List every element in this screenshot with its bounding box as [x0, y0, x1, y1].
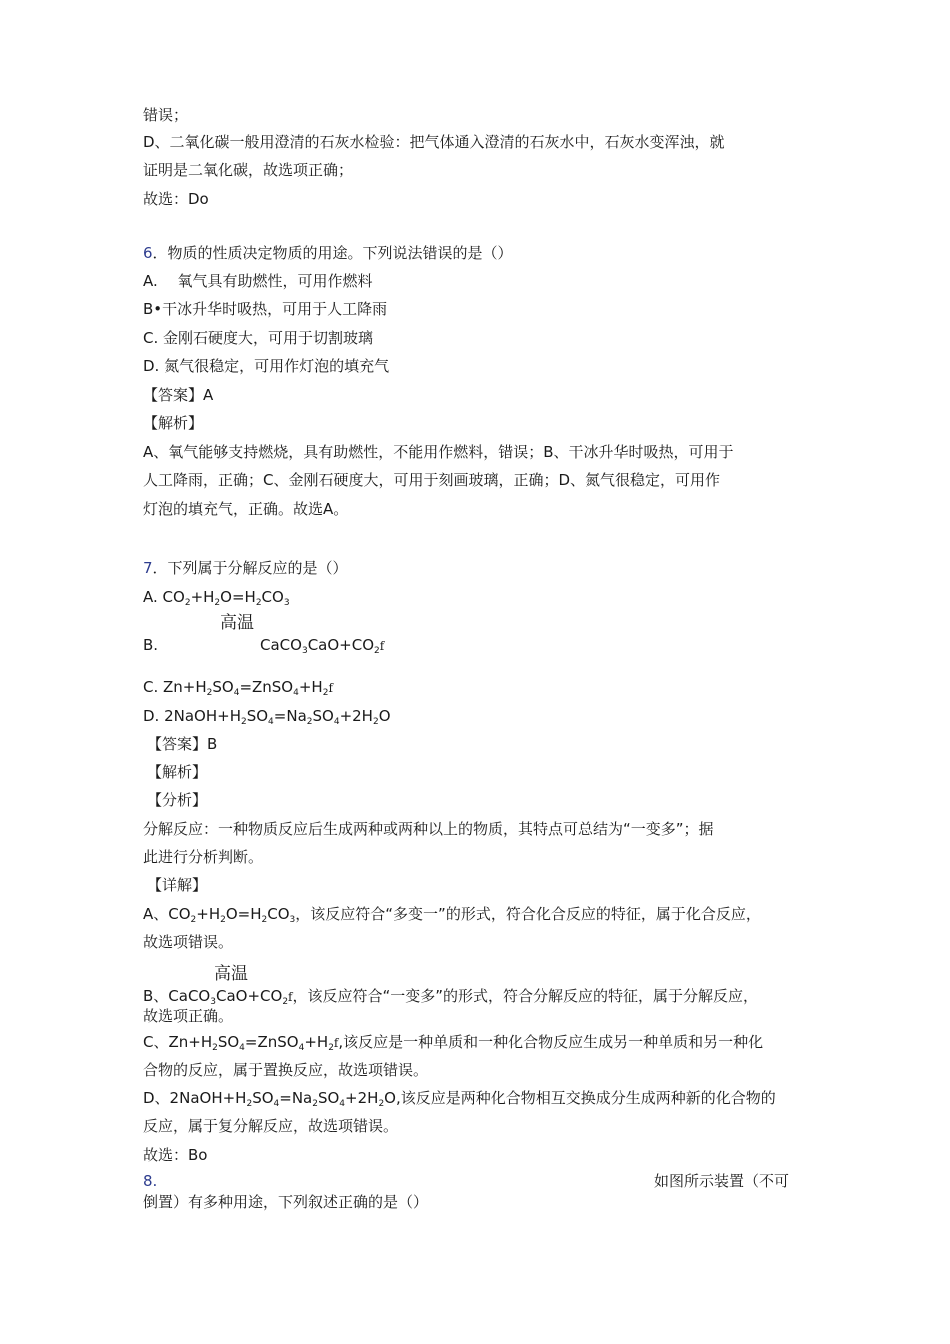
- q7-fenxi-line-2: 此进行分析判断。: [143, 848, 264, 866]
- q7-option-d: D. $2NaOH+H_2SO_4=Na_2SO_4+2H_2O$: [143, 707, 391, 727]
- q6-answer: 【答案】A: [143, 386, 214, 404]
- q7-xiangjie-title: 【详解】: [147, 876, 208, 894]
- q7-detail-b-text: ，该反应符合“一变多”的形式，符合分解反应的特征，属于分解反应，: [292, 987, 759, 1005]
- q7-option-b-equation: $CaCO_3CaO+CO_2f$: [260, 636, 385, 656]
- q7-answer: 【答案】B: [147, 735, 218, 753]
- q7-detail-b-heat-condition: 高温: [214, 964, 248, 984]
- q7-stem-text: ．下列属于分解反应的是（）: [152, 559, 348, 577]
- q6-stem-text: ．物质的性质决定物质的用途。下列说法错误的是（）: [152, 244, 513, 262]
- q7-option-a: A. $CO_2+H_2O=H_2CO_3$: [143, 588, 290, 608]
- q6-analysis-line-3: 灯泡的填充气，正确。故选A。: [143, 500, 349, 518]
- q7-option-b-heat-condition: 高温: [220, 613, 254, 633]
- q6-option-b: B•干冰升华时吸热，可用于人工降雨: [143, 300, 388, 318]
- q8-number: 8.: [143, 1172, 158, 1190]
- q6-option-a: A. 氧气具有助燃性，可用作燃料: [143, 272, 373, 290]
- q7-detail-c: C、$Zn+H_2SO_4=ZnSO_4+H_2f$,该反应是一种单质和一种化合物反应生成另一种单质和另一种化: [143, 1033, 764, 1053]
- q6-option-c: C. 金刚石硬度大，可用于切割玻璃: [143, 329, 374, 347]
- q7-analysis-title: 【解析】: [147, 763, 208, 781]
- q7-stem: [143, 558, 348, 578]
- q7-detail-d: D、$2NaOH+H_2SO_4=Na_2SO_4+2H_2O$,该反应是两种化合物相互交换成分生成两种新的化合物的: [143, 1089, 776, 1109]
- q7-detail-b: B、$CaCO_3CaO+CO_2f$，该反应符合“一变多”的形式，符合分解反应的特征，属于分解反应，: [143, 987, 759, 1007]
- q7-detail-c-text: ,该反应是一种单质和一种化合物反应生成另一种单质和另一种化: [338, 1033, 764, 1051]
- prev-line-3: 证明是二氧化碳，故选项正确；: [143, 161, 354, 179]
- q7-detail-b-line-2: 故选项正确。: [143, 1007, 234, 1025]
- prev-line-1: 错误；: [143, 106, 189, 124]
- q8-stem-line-2: 倒置）有多种用途，下列叙述正确的是（）: [143, 1193, 429, 1211]
- q6-analysis-line-2: 人工降雨，正确；C、金刚石硬度大，可用于刻画玻璃，正确；D、氮气很稳定，可用作: [143, 471, 721, 489]
- q7-option-c: C. $Zn+H_2SO_4=ZnSO_4+H_2f$: [143, 678, 333, 698]
- q7-option-b-gas-mark: f: [379, 639, 385, 653]
- q6-analysis-line-1: A、氧气能够支持燃烧，具有助燃性，不能用作燃料，错误；B、干冰升华时吸热，可用于: [143, 443, 734, 461]
- q7-detail-c-gas-mark: f: [333, 1036, 339, 1050]
- q7-option-b-label: B.: [143, 636, 159, 654]
- q7-detail-a: A、$CO_2+H_2O=H_2CO_3$，该反应符合“多变一”的形式，符合化合反应的特征，属于化合反应，: [143, 905, 761, 925]
- q6-analysis-title: 【解析】: [143, 414, 204, 432]
- q7-fenxi-title: 【分析】: [147, 791, 208, 809]
- q7-detail-b-gas-mark: f: [288, 990, 293, 1004]
- q6-option-d: D. 氮气很稳定，可用作灯泡的填充气: [143, 357, 390, 375]
- q6-stem: [143, 243, 513, 263]
- q7-final-answer: 故选：Bo: [143, 1146, 208, 1164]
- prev-line-2: D、二氧化碳一般用澄清的石灰水检验：把气体通入澄清的石灰水中，石灰水变浑浊，就: [143, 133, 725, 151]
- q7-option-c-gas-mark: f: [328, 681, 333, 695]
- q7-detail-a-text: ，该反应符合“多变一”的形式，符合化合反应的特征，属于化合反应，: [295, 905, 761, 923]
- q7-detail-a-line-2: 故选项错误。: [143, 933, 234, 951]
- q6-number: 6: [143, 244, 153, 262]
- q7-detail-d-line-2: 反应，属于复分解反应，故选项错误。: [143, 1117, 399, 1135]
- q8-stem-right: 如图所示装置（不可: [654, 1172, 790, 1190]
- q7-detail-c-line-2: 合物的反应，属于置换反应，故选项错误。: [143, 1061, 429, 1079]
- q7-fenxi-line-1: 分解反应：一种物质反应后生成两种或两种以上的物质，其特点可总结为“一变多”；据: [143, 820, 714, 838]
- q7-detail-d-text: ,该反应是两种化合物相互交换成分生成两种新的化合物的: [395, 1089, 776, 1107]
- q7-number: 7: [143, 559, 153, 577]
- prev-line-4: 故选：Do: [143, 190, 209, 208]
